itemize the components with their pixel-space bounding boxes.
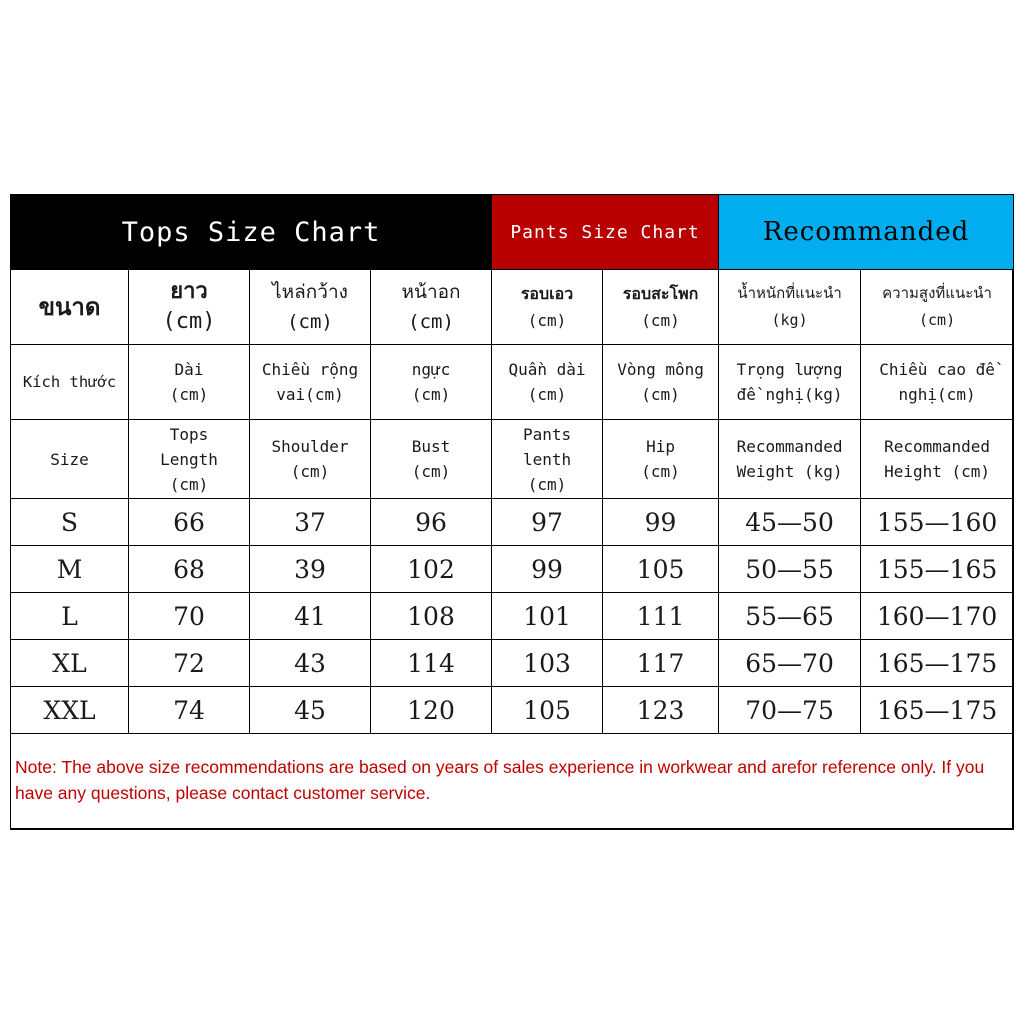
english-pants-length-header xyxy=(492,420,603,499)
length-cell: 72 xyxy=(129,640,250,687)
hip-cell: 99 xyxy=(603,499,719,546)
header-line: (cm) xyxy=(527,474,567,494)
height-cell: 155—165 xyxy=(861,546,1014,593)
shoulder-cell: 39 xyxy=(250,546,371,593)
header-unit: (cm) xyxy=(918,311,956,329)
english-tops-length-header xyxy=(129,420,250,499)
header-line: (cm) xyxy=(641,385,680,404)
header-line: Tops xyxy=(169,424,209,444)
shoulder-cell: 41 xyxy=(250,593,371,640)
bust-cell: 96 xyxy=(371,499,492,546)
length-cell: 66 xyxy=(129,499,250,546)
header-unit: (cm) xyxy=(287,311,333,333)
header-name: น้ำหนักที่แนะนำ xyxy=(737,284,842,302)
bust-cell: 114 xyxy=(371,640,492,687)
table-row xyxy=(11,640,1014,687)
header-line: (cm) xyxy=(411,462,451,481)
thai-bust-header xyxy=(371,270,492,345)
header-name: ความสูงที่แนะนำ xyxy=(882,284,992,302)
table-row xyxy=(11,593,1014,640)
header-line: (cm) xyxy=(290,462,330,481)
header-unit: (cm) xyxy=(408,311,454,333)
shoulder-cell: 37 xyxy=(250,499,371,546)
hip-cell: 117 xyxy=(603,640,719,687)
header-line: vai(cm) xyxy=(276,385,344,404)
header-name: รอบสะโพก xyxy=(622,284,699,303)
vietnamese-weight-header xyxy=(719,345,861,420)
header-line: (cm) xyxy=(527,385,567,404)
note-row xyxy=(11,734,1014,830)
english-hip-header xyxy=(603,420,719,499)
thai-waist-header xyxy=(492,270,603,345)
tops-size-chart-header: Tops Size Chart xyxy=(11,195,492,270)
size-chart-table xyxy=(10,194,1014,830)
size-cell: S xyxy=(11,499,129,546)
height-cell: 165—175 xyxy=(861,687,1014,734)
header-line: ngực xyxy=(411,360,451,379)
weight-cell: 50—55 xyxy=(719,546,861,593)
vietnamese-shoulder-header xyxy=(250,345,371,420)
length-cell: 70 xyxy=(129,593,250,640)
height-cell: 155—160 xyxy=(861,499,1014,546)
table-row xyxy=(11,687,1014,734)
size-note: Note: The above size recommendations are based on years of sales experience in workwear and arefor reference only. If you have any questions, please contact customer service. xyxy=(11,734,1014,830)
header-line: Bust xyxy=(411,437,451,456)
header-line: (cm) xyxy=(169,474,209,494)
bust-cell: 120 xyxy=(371,687,492,734)
header-line: Weight (kg) xyxy=(736,462,843,481)
pants-size-chart-header: Pants Size Chart xyxy=(492,195,719,270)
header-line: đề nghị(kg) xyxy=(736,385,843,404)
thai-length-header xyxy=(129,270,250,345)
header-name: รอบเอว xyxy=(520,284,574,303)
english-header-row xyxy=(11,420,1014,499)
header-line: (cm) xyxy=(169,385,209,404)
bust-cell: 102 xyxy=(371,546,492,593)
header-line: lenth xyxy=(522,449,572,469)
header-line: Trọng lượng xyxy=(736,360,843,379)
hip-cell: 123 xyxy=(603,687,719,734)
thai-weight-header xyxy=(719,270,861,345)
header-line: Recommanded xyxy=(736,437,843,456)
size-cell: XL xyxy=(11,640,129,687)
header-unit: (cm) xyxy=(162,309,216,334)
header-name: ไหล่กว้าง xyxy=(272,281,348,303)
section-header-row xyxy=(11,195,1014,270)
hip-cell: 111 xyxy=(603,593,719,640)
size-chart xyxy=(10,194,1013,829)
length-cell: 68 xyxy=(129,546,250,593)
header-line: nghị(cm) xyxy=(898,385,976,404)
vietnamese-bust-header xyxy=(371,345,492,420)
vietnamese-height-header xyxy=(861,345,1014,420)
header-unit: (cm) xyxy=(527,311,567,330)
thai-header-row xyxy=(11,270,1014,345)
shoulder-cell: 43 xyxy=(250,640,371,687)
vietnamese-pants-length-header xyxy=(492,345,603,420)
weight-cell: 65—70 xyxy=(719,640,861,687)
vietnamese-header-row xyxy=(11,345,1014,420)
header-line: Quần dài xyxy=(508,360,586,379)
pants-length-cell: 103 xyxy=(492,640,603,687)
table-row xyxy=(11,499,1014,546)
english-shoulder-header xyxy=(250,420,371,499)
header-unit: (kg) xyxy=(771,311,808,329)
bust-cell: 108 xyxy=(371,593,492,640)
vietnamese-length-header xyxy=(129,345,250,420)
header-line: Chiều cao đề xyxy=(879,360,995,379)
size-cell: M xyxy=(11,546,129,593)
weight-cell: 55—65 xyxy=(719,593,861,640)
vietnamese-hip-header xyxy=(603,345,719,420)
length-cell: 74 xyxy=(129,687,250,734)
vietnamese-size-label: Kích thước xyxy=(11,345,129,420)
height-cell: 160—170 xyxy=(861,593,1014,640)
size-cell: XXL xyxy=(11,687,129,734)
header-line: Dài xyxy=(174,360,204,379)
hip-cell: 105 xyxy=(603,546,719,593)
header-line: (cm) xyxy=(411,385,451,404)
header-line: Hip xyxy=(646,437,675,456)
recommended-header: Recommanded xyxy=(719,195,1014,270)
thai-size-label: ขนาด xyxy=(11,270,129,345)
weight-cell: 45—50 xyxy=(719,499,861,546)
english-bust-header xyxy=(371,420,492,499)
header-name: หน้าอก xyxy=(401,281,461,303)
header-name: ยาว xyxy=(170,279,208,304)
pants-length-cell: 99 xyxy=(492,546,603,593)
header-line: (cm) xyxy=(641,462,680,481)
pants-length-cell: 101 xyxy=(492,593,603,640)
height-cell: 165—175 xyxy=(861,640,1014,687)
english-height-header xyxy=(861,420,1014,499)
size-cell: L xyxy=(11,593,129,640)
header-line: Recommanded xyxy=(884,437,991,456)
header-line: Chiều rộng xyxy=(261,360,359,379)
thai-hip-header xyxy=(603,270,719,345)
table-row xyxy=(11,546,1014,593)
english-weight-header xyxy=(719,420,861,499)
header-line: Pants xyxy=(522,424,572,444)
header-line: Length xyxy=(160,449,218,469)
pants-length-cell: 97 xyxy=(492,499,603,546)
weight-cell: 70—75 xyxy=(719,687,861,734)
thai-height-header xyxy=(861,270,1014,345)
header-line: Shoulder xyxy=(271,437,349,456)
header-line: Vòng mông xyxy=(617,360,704,379)
english-size-label: Size xyxy=(11,420,129,499)
header-unit: (cm) xyxy=(641,311,680,330)
pants-length-cell: 105 xyxy=(492,687,603,734)
header-line: Height (cm) xyxy=(884,462,991,481)
thai-shoulder-header xyxy=(250,270,371,345)
shoulder-cell: 45 xyxy=(250,687,371,734)
